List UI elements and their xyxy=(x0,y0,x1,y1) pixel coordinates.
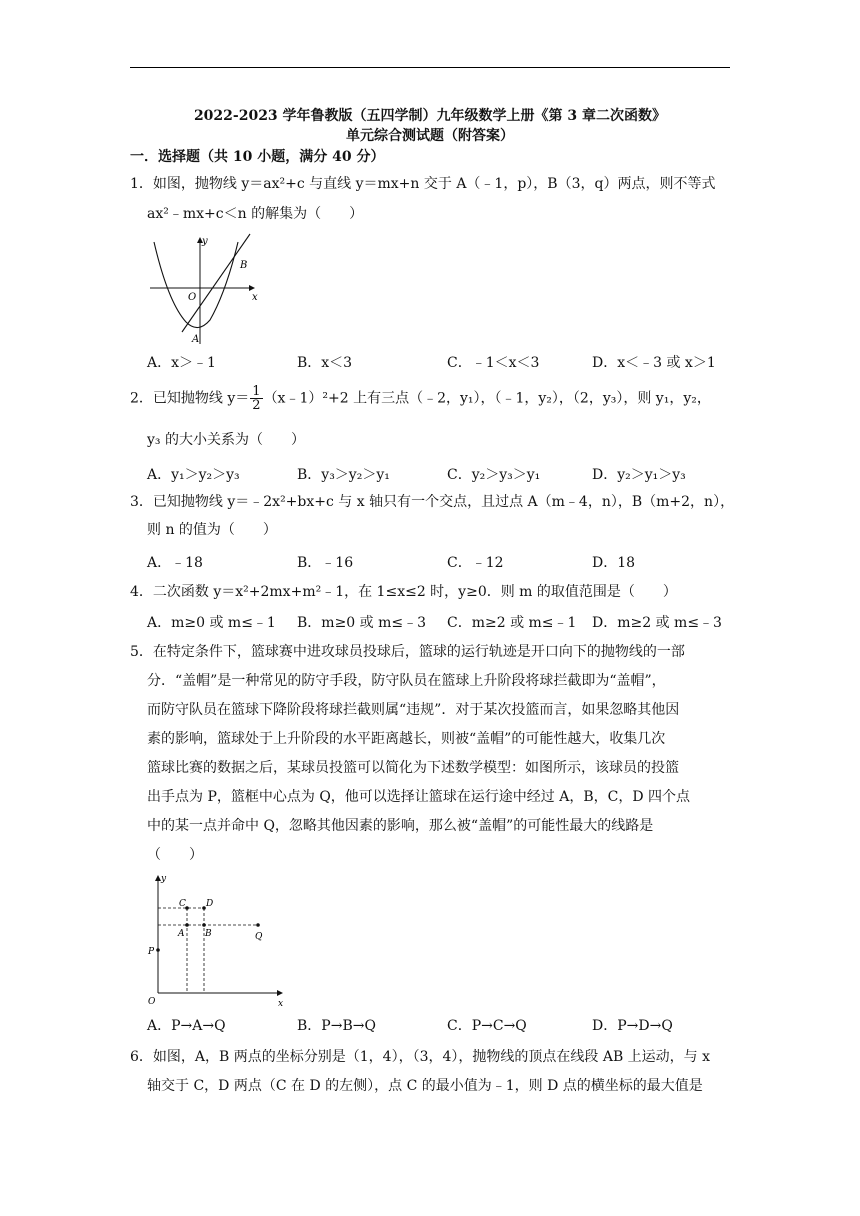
q5-line4: 素的影响，篮球处于上升阶段的水平距离越长，则被“盖帽”的可能性越大，收集几次 xyxy=(147,731,666,747)
q2-text-before: 2．已知抛物线 y＝ xyxy=(130,390,250,407)
q4-option-a[interactable]: A．m≥0 或 m≤﹣1 xyxy=(147,615,276,631)
q1-label-b: B xyxy=(240,260,248,271)
q1-label-a: A xyxy=(192,334,200,345)
q5-label-x: x xyxy=(278,999,284,1008)
exam-title-line2: 单元综合测试题（附答案） xyxy=(346,128,514,144)
q5-line8: （ ） xyxy=(147,847,203,863)
q2-frac-den: 2 xyxy=(252,398,261,413)
q5-label-p: P xyxy=(148,947,155,957)
q2-options xyxy=(147,464,747,484)
q2-frac-num: 1 xyxy=(252,384,261,399)
q5-option-b[interactable]: B．P→B→Q xyxy=(297,1018,376,1034)
q3-option-d[interactable]: D．18 xyxy=(592,555,636,571)
q5-line6: 出手点为 P，篮框中心点为 Q，他可以选择让篮球在运行途中经过 A，B，C，D 四个点 xyxy=(147,789,691,805)
q2-text-after: （x﹣1）²+2 上有三点（﹣2，y₁），（﹣1，y₂），（2，y₃），则 y₁，y₂， xyxy=(263,390,711,407)
q1-line1: 1．如图，抛物线 y＝ax²+c 与直线 y＝mx+n 交于 A（﹣1，p），B（3，q）两点，则不等式 xyxy=(130,176,716,192)
q1-label-x: x xyxy=(252,292,258,303)
q2-line2: y₃ 的大小关系为（ ） xyxy=(147,432,305,448)
q5-label-b: B xyxy=(205,929,212,939)
q5-option-c[interactable]: C．P→C→Q xyxy=(447,1018,527,1034)
q5-line3: 而防守队员在篮球下降阶段将球拦截则属“违规”．对于某次投篮而言，如果忽略其他因 xyxy=(147,702,680,718)
q5-options xyxy=(147,1015,747,1035)
q1-option-c[interactable]: C．﹣1＜x＜3 xyxy=(447,355,540,371)
q1-label-o: O xyxy=(188,292,197,303)
q2-option-c[interactable]: C．y₂＞y₃＞y₁ xyxy=(447,467,541,483)
top-rule xyxy=(130,67,730,68)
q1-option-a[interactable]: A．x＞﹣1 xyxy=(147,355,216,371)
q1-label-y: y xyxy=(202,236,208,247)
q1-option-b[interactable]: B．x＜3 xyxy=(297,355,353,371)
q5-label-q: Q xyxy=(255,932,263,942)
q5-label-a: A xyxy=(178,929,185,939)
q3-line1: 3．已知抛物线 y＝﹣2x²+bx+c 与 x 轴只有一个交点，且过点 A（m﹣4，n），B（m+2，n）， xyxy=(130,494,735,510)
q4-option-d[interactable]: D．m≥2 或 m≤﹣3 xyxy=(592,615,722,631)
q3-options xyxy=(147,552,747,572)
q2-option-a[interactable]: A．y₁＞y₂＞y₃ xyxy=(147,467,240,483)
q1-option-d[interactable]: D．x＜﹣3 或 x＞1 xyxy=(592,355,716,371)
q6-line1: 6．如图，A，B 两点的坐标分别是（1，4），（3，4），抛物线的顶点在线段 AB 上运动，与 x xyxy=(130,1049,711,1065)
q3-option-b[interactable]: B．﹣16 xyxy=(297,555,354,571)
q5-line1: 5．在特定条件下，篮球赛中进攻球员投球后，篮球的运行轨迹是开口向下的抛物线的一部 xyxy=(130,644,685,660)
q5-option-d[interactable]: D．P→D→Q xyxy=(592,1018,673,1034)
section-heading: 一．选择题（共 10 小题，满分 40 分） xyxy=(130,149,385,165)
q2-option-d[interactable]: D．y₂＞y₁＞y₃ xyxy=(592,467,686,483)
q6-line2: 轴交于 C，D 两点（C 在 D 的左侧），点 C 的最小值为﹣1，则 D 点的横坐标的最大值是 xyxy=(147,1078,703,1094)
q3-option-a[interactable]: A．﹣18 xyxy=(147,555,203,571)
q4-option-c[interactable]: C．m≥2 或 m≤﹣1 xyxy=(447,615,577,631)
q5-option-a[interactable]: A．P→A→Q xyxy=(147,1018,226,1034)
q5-label-o: O xyxy=(148,997,156,1007)
q3-option-c[interactable]: C．﹣12 xyxy=(447,555,504,571)
q2-fraction xyxy=(250,385,262,412)
q1-line2: ax²﹣mx+c＜n 的解集为（ ） xyxy=(147,206,364,222)
q5-label-y: y xyxy=(161,874,167,884)
q5-figure xyxy=(146,872,291,1008)
q4-option-b[interactable]: B．m≥0 或 m≤﹣3 xyxy=(297,615,427,631)
q1-options xyxy=(147,352,747,372)
exam-title-line1: 2022-2023 学年鲁教版（五四学制）九年级数学上册《第 3 章二次函数》 xyxy=(193,108,667,124)
q5-line5: 篮球比赛的数据之后，某球员投篮可以简化为下述数学模型：如图所示，该球员的投篮 xyxy=(147,760,679,776)
q2-line1 xyxy=(130,385,711,412)
q1-figure xyxy=(148,232,268,350)
q5-label-c: C xyxy=(179,899,186,909)
q2-option-b[interactable]: B．y₃＞y₂＞y₁ xyxy=(297,467,390,483)
q4-line1: 4．二次函数 y＝x²+2mx+m²﹣1，在 1≤x≤2 时，y≥0．则 m 的取值范围是（ ） xyxy=(130,584,677,600)
q3-line2: 则 n 的值为（ ） xyxy=(147,522,277,538)
q5-line2: 分．“盖帽”是一种常见的防守手段，防守队员在篮球上升阶段将球拦截即为“盖帽”， xyxy=(147,673,666,689)
q5-label-d: D xyxy=(206,899,214,909)
q5-line7: 中的某一点并命中 Q，忽略其他因素的影响，那么被“盖帽”的可能性最大的线路是 xyxy=(147,818,654,834)
q4-options xyxy=(147,612,747,632)
